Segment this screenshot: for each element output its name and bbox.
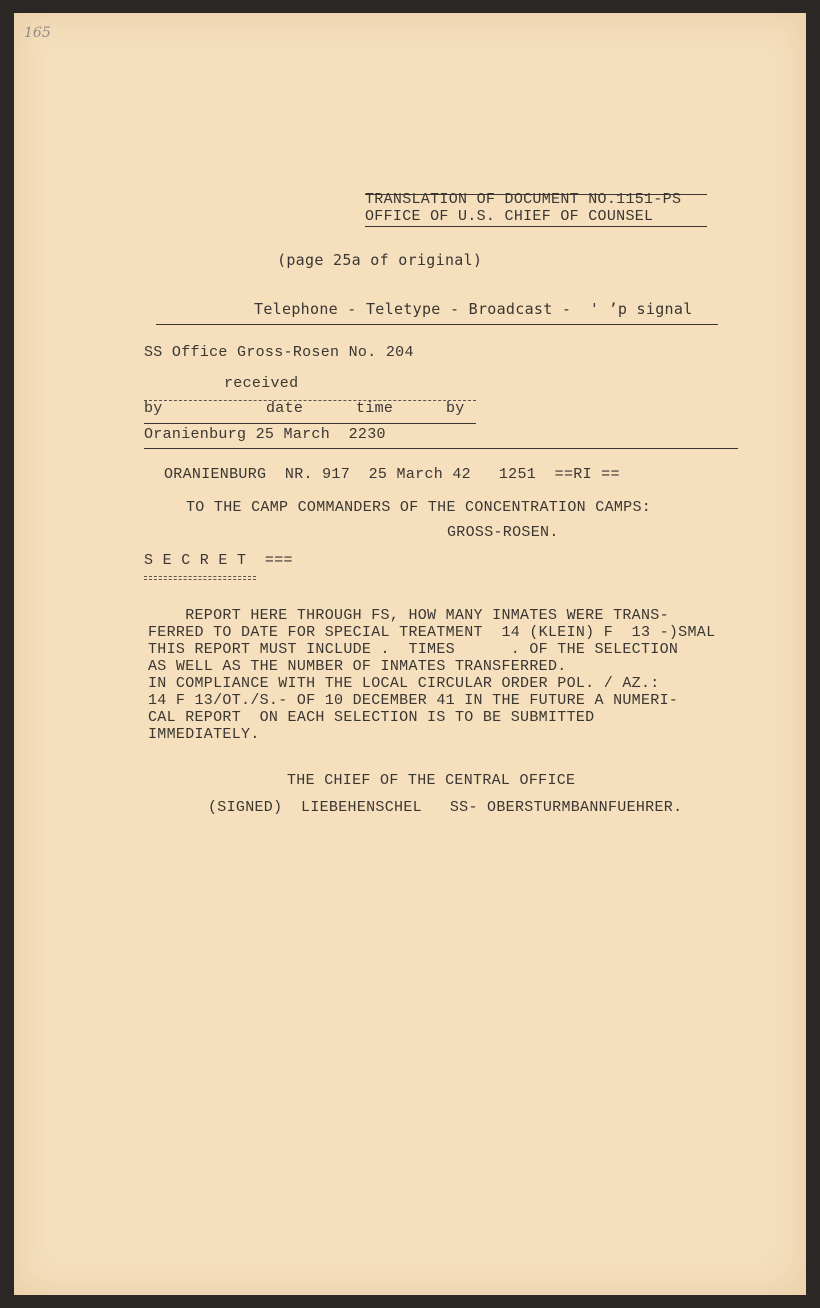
signature-title: THE CHIEF OF THE CENTRAL OFFICE [287,772,576,789]
received-label: received [224,375,299,392]
transmission-type: Telephone - Teletype - Broadcast - ' ’p signal [254,300,693,318]
office-number: SS Office Gross-Rosen No. 204 [144,344,414,361]
received-rule-top [144,400,476,401]
message-header: ORANIENBURG NR. 917 25 March 42 1251 ==RI == [164,466,620,483]
body-line: AS WELL AS THE NUMBER OF INMATES TRANSFERRED. [148,658,567,675]
page-reference: (page 25a of original) [277,251,483,269]
received-col-by: by [144,400,163,417]
body-line: IMMEDIATELY. [148,726,260,743]
classification-secret: S E C R E T === [144,552,293,569]
received-rule-mid [144,423,476,424]
body-line: IN COMPLIANCE WITH THE LOCAL CIRCULAR ORDER POL. / AZ.: [148,675,660,692]
header-title: TRANSLATION OF DOCUMENT NO.1151-PS [365,191,682,208]
body-line: FERRED TO DATE FOR SPECIAL TREATMENT 14 (KLEIN) F 13 -)SMAL [148,624,716,641]
body-line: 14 F 13/OT./S.- OF 10 DECEMBER 41 IN THE FUTURE A NUMERI- [148,692,679,709]
body-line: CAL REPORT ON EACH SELECTION IS TO BE SUBMITTED [148,709,595,726]
header-office: OFFICE OF U.S. CHIEF OF COUNSEL [365,208,707,227]
signature-name: (SIGNED) LIEBEHENSCHEL SS- OBERSTURMBANNFUEHRER. [208,799,683,816]
transmission-rule [156,324,718,325]
classification-underline [144,576,256,577]
received-entry: Oranienburg 25 March 2230 [144,426,386,443]
header-overline [365,194,707,195]
body-line: REPORT HERE THROUGH FS, HOW MANY INMATES WERE TRANS- [148,607,669,624]
pencil-page-number: 165 [24,25,51,41]
received-col-time: time [356,400,394,417]
addressee-camp: GROSS-ROSEN. [447,524,559,541]
received-col-by-2: by [446,400,465,417]
body-line: THIS REPORT MUST INCLUDE . TIMES . OF THE SELECTION [148,641,679,658]
document-page [14,13,806,1295]
received-col-date: date [266,400,304,417]
classification-underline-2 [144,579,256,580]
addressee-line: TO THE CAMP COMMANDERS OF THE CONCENTRATION CAMPS: [186,499,652,516]
received-rule-bottom [144,448,738,449]
